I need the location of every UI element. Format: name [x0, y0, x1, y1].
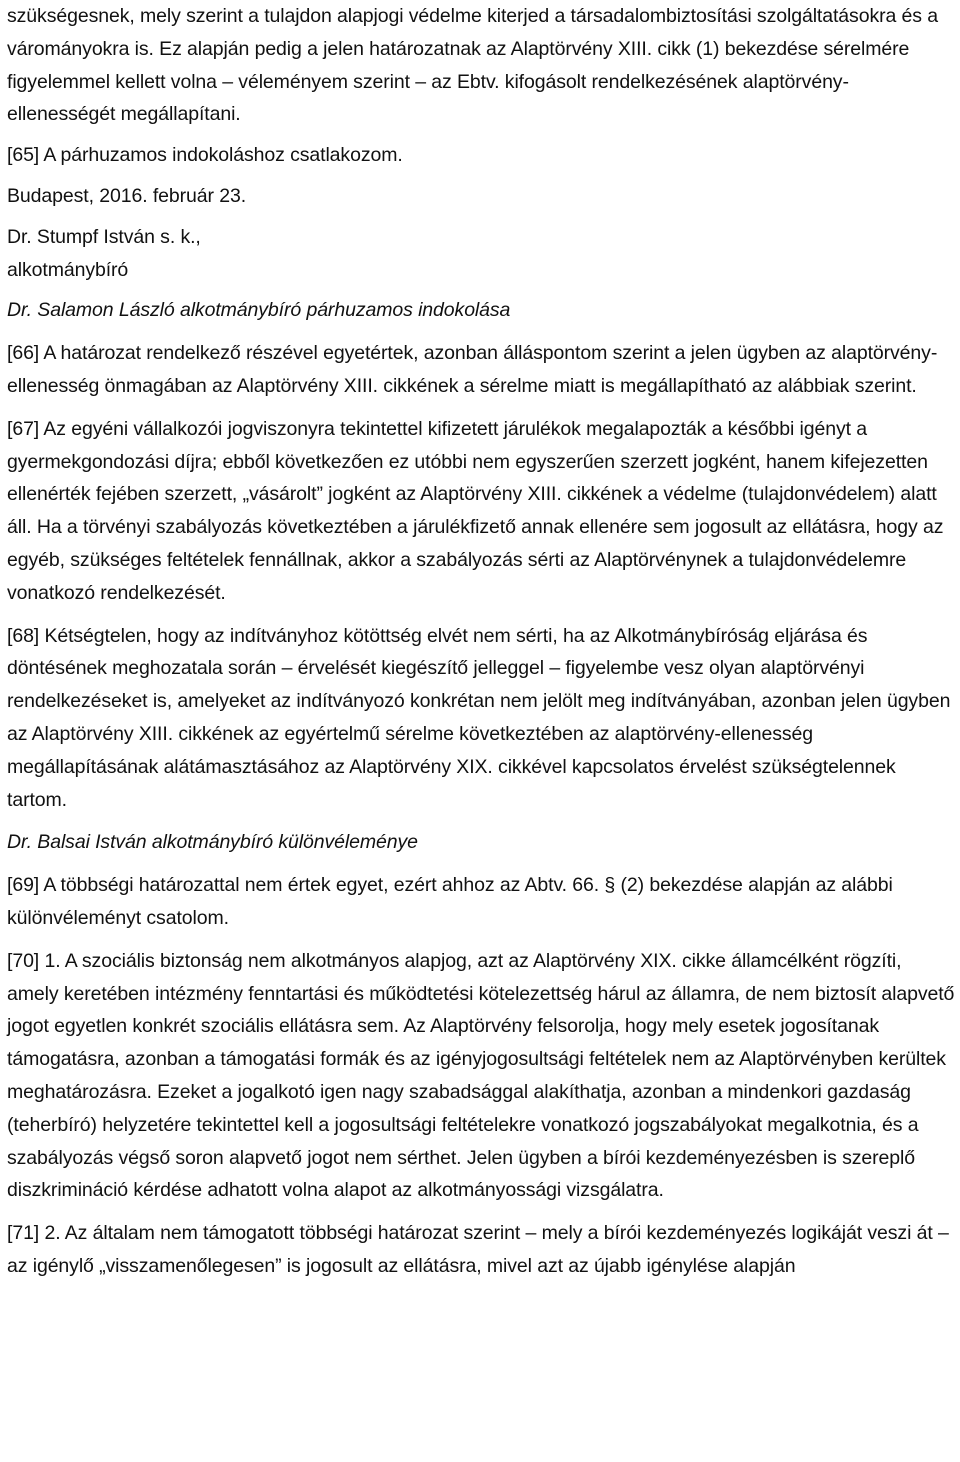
- signature-block: [7, 221, 955, 287]
- paragraph-68: [68] Kétségtelen, hogy az indítványhoz kötöttség elvét nem sérti, ha az Alkotmánybíróság eljárása és döntésének meghozatala során – érvelését kiegészítő jelleggel – figyelembe vesz olyan alaptörvényi rendelkezéseket is, amelyeket az indítványozó konkrétan nem jelölt meg indítványában, azonban jelen ügyben az Alaptörvény XIII. cikkének az egyértelmű sérelme következtében az alaptörvény-ellenesség megállapításának alátámasztásához az Alaptörvény XIX. cikkével kapcsolatos érvelést szükségtelennek tartom.: [7, 624, 951, 811]
- signature-title: alkotmánybíró: [7, 258, 129, 281]
- section-heading-salamon: Dr. Salamon László alkotmánybíró párhuzamos indokolása: [7, 299, 511, 322]
- paragraph-67: [67] Az egyéni vállalkozói jogviszonyra tekintettel kifizetett járulékok megalapozták a későbbi igényt a gyermekgondozási díjra; ebből következően ez utóbbi nem egyszerűen szerzett jogként, hanem kifejezetten ellenérték fejében szerzett, „vásárolt” jogként az Alaptörvény XIII. cikkének a védelme (tulajdonvédelem) alatt áll. Ha a törvényi szabályozás következtében a járulékfizető annak ellenére sem jogosult az ellátásra, hogy az egyéb, szükséges feltételek fennállnak, akkor a szabályozás sérti az Alaptörvénynek a tulajdonvédelemre vonatkozó rendelkezését.: [7, 417, 944, 604]
- paragraph-continuation: szükségesnek, mely szerint a tulajdon alapjogi védelme kiterjed a társadalombiztosítási szolgáltatásokra és a várományokra is. Ez alapján pedig a jelen határozatnak az Alaptörvény XIII. cikk (1) bekezdése sérelmére figyelemmel kellett volna – véleményem szerint – az Ebtv. kifogásolt rendelkezésének alaptörvény-ellenességét megállapítani.: [7, 5, 939, 126]
- signature-name: Dr. Stumpf István s. k.,: [7, 225, 201, 248]
- paragraph-65: [65] A párhuzamos indokoláshoz csatlakozom.: [7, 144, 403, 167]
- paragraph-70: [70] 1. A szociális biztonság nem alkotmányos alapjog, azt az Alaptörvény XIX. cikke államcélként rögzíti, amely keretében intézmény fenntartási és működtetési kötelezettség hárul az államra, de nem biztosít alapvető jogot egyetlen konkrét szociális ellátásra sem. Az Alaptörvény felsorolja, hogy mely esetek jogosítanak támogatásra, azonban a támogatási formák és az igényjogosultsági feltételek nem az Alaptörvényben kerültek meghatározásra. Ezeket a jogalkotó igen nagy szabadsággal alakíthatja, azonban a mindenkori gazdaság (teherbíró) helyzetére tekintettel kell a jogosultsági feltételekre vonatkozó jogszabályokat megalkotnia, és a szabályozás végső soron alapvető jogot nem sérthet. Jelen ügyben a bírói kezdeményezésben is szereplő diszkrimináció kérdése adhatott volna alapot az alkotmányossági vizsgálatra.: [7, 949, 955, 1202]
- paragraph-66: [66] A határozat rendelkező részével egyetértek, azonban álláspontom szerint a jelen ügyben az alaptörvény-ellenesség önmagában az Alaptörvény XIII. cikkének a sérelme miatt is megállapítható az alábbiak szerint.: [7, 342, 938, 397]
- date-line: Budapest, 2016. február 23.: [7, 184, 247, 207]
- section-heading-balsai: Dr. Balsai István alkotmánybíró különvéleménye: [7, 831, 418, 854]
- paragraph-69: [69] A többségi határozattal nem értek egyet, ezért ahhoz az Abtv. 66. § (2) bekezdése alapján az alábbi különvéleményt csatolom.: [7, 874, 893, 929]
- document-page: [7, 0, 955, 1283]
- paragraph-71: [71] 2. Az általam nem támogatott többségi határozat szerint – mely a bírói kezdeményezés logikáját veszi át – az igénylő „visszamenőlegesen” is jogosult az ellátásra, mivel azt az újabb igénylése alapján: [7, 1222, 949, 1277]
